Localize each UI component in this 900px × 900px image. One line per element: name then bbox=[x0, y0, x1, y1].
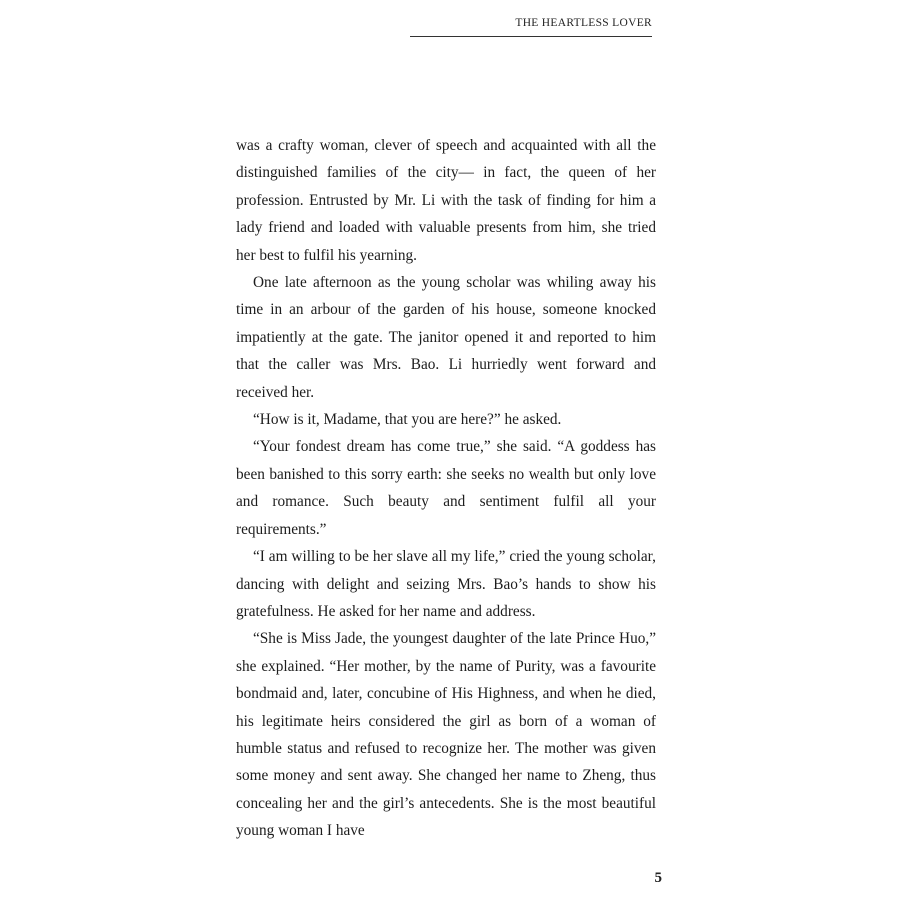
paragraph: “Your fondest dream has come true,” she said. “A goddess has been banished to this sorry earth: she seeks no wealth but only love and romance. Such beauty and sentiment fulfil all your requirements.” bbox=[236, 438, 656, 538]
paragraph: “I am willing to be her slave all my life,” cried the young scholar, dancing with delight and seizing Mrs. Bao’s hands to show his gratefulness. He asked for her name and address. bbox=[236, 548, 656, 620]
running-head: THE HEARTLESS LOVER bbox=[515, 17, 652, 29]
paragraph: was a crafty woman, clever of speech and acquainted with all the distinguished families of the city— in fact, the queen of her profession. Entrusted by Mr. Li with the task of finding for him a lady friend and loaded with valuable presents from him, she tried her best to fulfil his yearning. bbox=[236, 137, 656, 264]
paragraph: “She is Miss Jade, the youngest daughter of the late Prince Huo,” she explained. “Her mother, by the name of Purity, was a favourite bondmaid and, later, concubine of His Highness, and when he died, his legitimate heirs considered the girl as born of a woman of humble status and refused to recognize her. The mother was given some money and sent away. She changed her name to Zheng, thus concealing her and the girl’s antecedents. She is the most beautiful young woman I have bbox=[236, 630, 656, 840]
paragraph: “How is it, Madame, that you are here?” he asked. bbox=[253, 411, 562, 429]
body-text bbox=[236, 132, 656, 845]
page-number: 5 bbox=[654, 870, 662, 886]
paragraph: One late afternoon as the young scholar was whiling away his time in an arbour of the garden of his house, someone knocked impatiently at the gate. The janitor opened it and reported to him that the caller was Mrs. Bao. Li hurriedly went forward and received her. bbox=[236, 274, 656, 401]
running-head-rule bbox=[410, 36, 652, 37]
